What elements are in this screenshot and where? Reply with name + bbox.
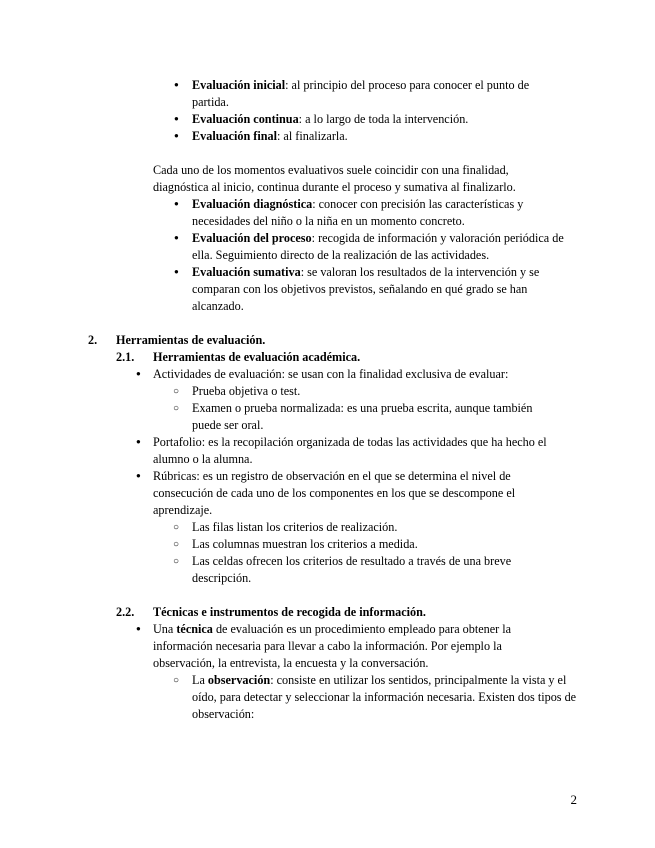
bullet-icon	[174, 230, 179, 248]
list-item	[192, 128, 572, 145]
sub-list-item: Las filas listan los criterios de realización.	[192, 520, 398, 534]
circle-bullet-icon	[173, 383, 179, 401]
sub-list-item	[192, 672, 587, 723]
circle-bullet-icon	[173, 553, 179, 571]
bullet-icon	[174, 111, 179, 129]
term: Evaluación continua	[192, 112, 299, 126]
subsection-number: 2.1.	[116, 350, 135, 364]
list-item	[153, 621, 553, 672]
section-title: Herramientas de evaluación.	[116, 333, 266, 347]
term: Evaluación sumativa	[192, 265, 301, 279]
subsection-title: Herramientas de evaluación académica.	[153, 350, 361, 364]
intro-paragraph: Cada uno de los momentos evaluativos suele coincidir con una finalidad, diagnóstica al inicio, continua durante el proceso y sumativa al finalizarlo.	[153, 163, 516, 194]
list-item	[192, 196, 552, 230]
list-item	[192, 111, 572, 128]
text-fragment: : consiste en utilizar los sentidos, principalmente la vista y el oído, para detectar y seleccionar la información necesaria. Existen dos tipos de observación:	[192, 673, 577, 721]
definition: : al principio del proceso para conocer el punto de partida.	[192, 78, 530, 109]
list-item: Actividades de evaluación: se usan con la finalidad exclusiva de evaluar:	[153, 367, 509, 381]
list-item: Rúbricas: es un registro de observación en el que se determina el nivel de consecución de cada uno de los componentes en los que se descompone el aprendizaje.	[153, 469, 516, 517]
sub-list-item: Examen o prueba normalizada: es una prueba escrita, aunque también puede ser oral.	[192, 401, 533, 432]
bullet-icon	[174, 264, 179, 282]
definition: : recogida de información y valoración periódica de ella. Seguimiento directo de la realización de las actividades.	[192, 231, 564, 262]
subsection-number: 2.2.	[116, 605, 135, 619]
sub-list-item: Prueba objetiva o test.	[192, 384, 301, 398]
term: Evaluación del proceso	[192, 231, 312, 245]
bullet-icon	[174, 196, 179, 214]
text-fragment: Una	[153, 622, 177, 636]
bullet-icon	[136, 434, 141, 452]
bullet-icon	[136, 366, 141, 384]
sub-list-item: Las celdas ofrecen los criterios de resultado a través de una breve descripción.	[192, 554, 512, 585]
definition: : a lo largo de toda la intervención.	[298, 112, 469, 126]
bullet-icon	[136, 468, 141, 486]
definition: : conocer con precisión las características y necesidades del niño o la niña en un momento concreto.	[192, 197, 524, 228]
circle-bullet-icon	[173, 672, 179, 690]
section-number: 2.	[88, 333, 98, 347]
list-item	[192, 77, 562, 111]
circle-bullet-icon	[173, 536, 179, 554]
definition: : se valoran los resultados de la intervención y se comparan con los objetivos previstos, señalando en qué grado se han alcanzado.	[192, 265, 540, 313]
circle-bullet-icon	[173, 400, 179, 418]
term: Evaluación inicial	[192, 78, 286, 92]
bullet-icon	[174, 77, 179, 95]
page-number: 2	[570, 792, 577, 807]
circle-bullet-icon	[173, 519, 179, 537]
term: Evaluación final	[192, 129, 277, 143]
term: observación	[207, 673, 271, 687]
definition: : al finalizarla.	[277, 129, 348, 143]
text-fragment: de evaluación es un procedimiento empleado para obtener la información necesaria para llevar a cabo la información. Por ejemplo la observación, la entrevista, la encuesta y la conversación.	[153, 622, 512, 670]
list-item	[192, 230, 572, 264]
sub-list-item: Las columnas muestran los criterios a medida.	[192, 537, 418, 551]
text-fragment: La	[192, 673, 208, 687]
list-item	[192, 264, 562, 315]
subsection-title: Técnicas e instrumentos de recogida de información.	[153, 605, 426, 619]
bullet-icon	[136, 621, 141, 639]
bullet-icon	[174, 128, 179, 146]
list-item: Portafolio: es la recopilación organizada de todas las actividades que ha hecho el alumno o la alumna.	[153, 435, 547, 466]
term: Evaluación diagnóstica	[192, 197, 313, 211]
term: técnica	[176, 622, 213, 636]
